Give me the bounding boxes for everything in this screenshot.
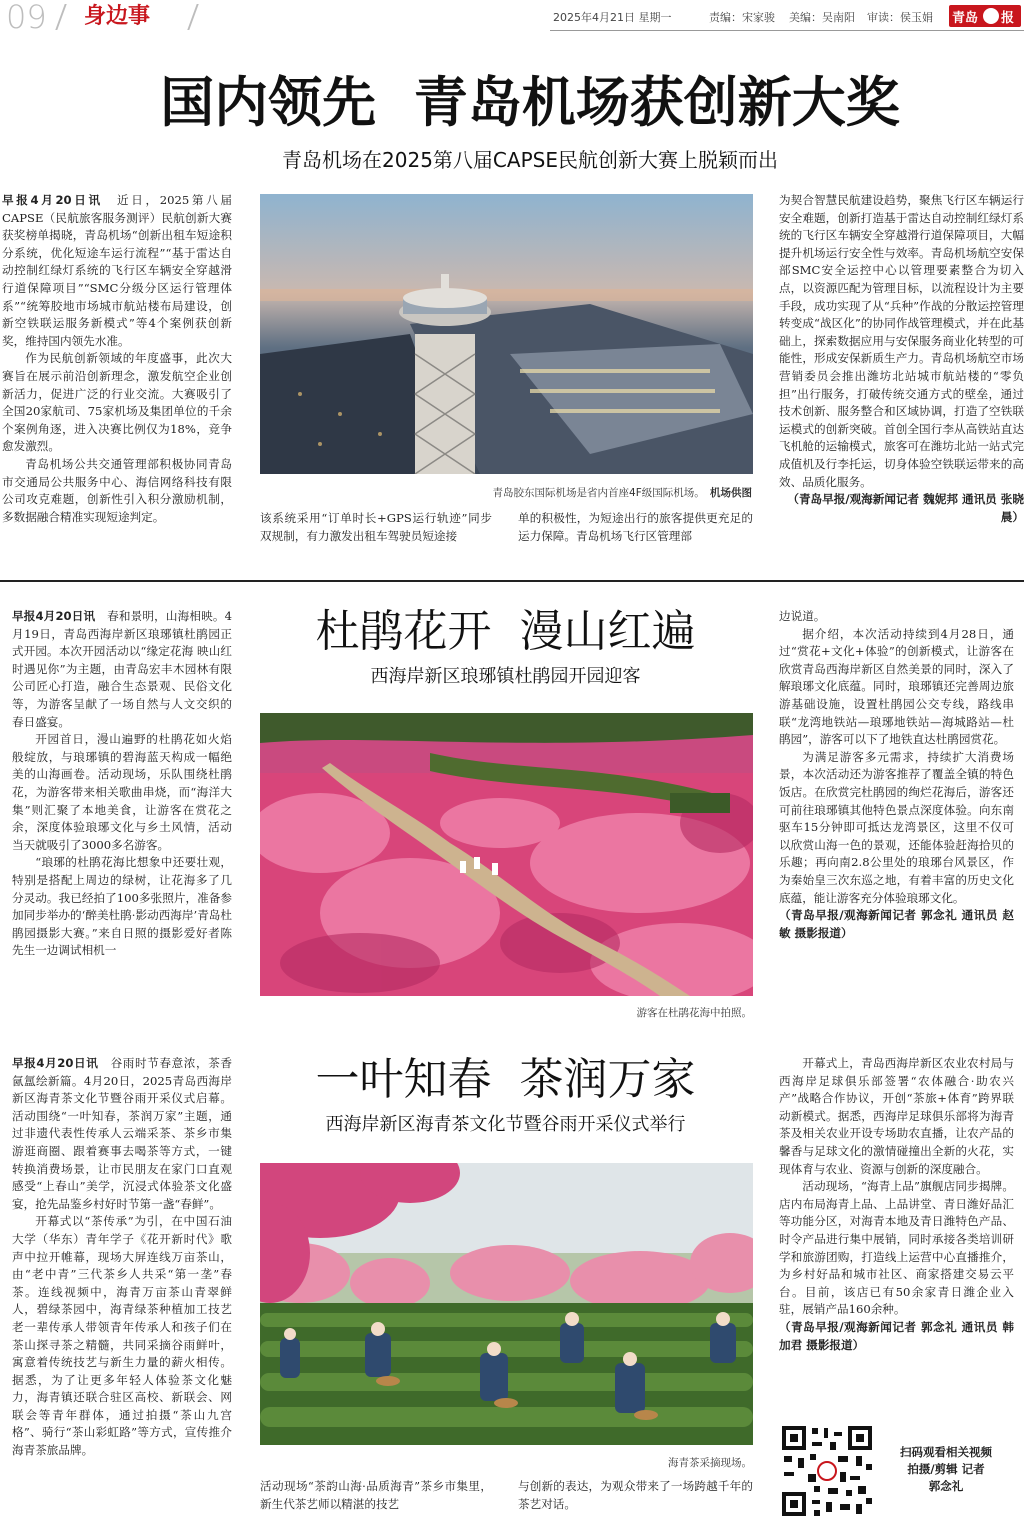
- article2-paragraph: 春和景明，山海相映。4月19日，青岛西海岸新区琅琊镇杜鹃园正式开园。本次开园活动以“缘定花海 映山红时遇见你”为主题，由青岛宏丰木园林有限公司匠心打造，融合生态景观、民俗文化等，为游客呈献了一场自然与人文交织的春日盛宴。: [12, 609, 232, 729]
- logo-text-left: 青岛: [952, 11, 979, 26]
- masthead-rule: [550, 30, 1024, 31]
- newspaper-logo: [949, 5, 1021, 27]
- article3-bottom-col2: 与创新的表达，为观众带来了一场跨越千年的茶艺对话。: [518, 1479, 753, 1511]
- article3-title: 一叶知春 茶润万家: [315, 1054, 696, 1105]
- article1-right-text: 为契合智慧民航建设趋势，聚焦飞行区车辆运行安全难题，创新打造基于雷达自动控制红绿灯系统的飞行区车辆安全穿越滑行道保障项目，大幅提升机场运行安全性与效率。青岛机场航空安保部SMC安全运控中心以管理要素整合为切入点，以资源匹配为管理目标，以流程设计为主要手段，成功实现了从“兵种”作战的分散运控管理转变成“战区化”的协同作战管理模式，并在此基础上，探索数据应用与安保服务商业化转型的可能性，形成安保新质生产力。青岛机场航空市场营销委员会推出潍坊北站城市航站楼的“零负担”出行服务，打破传统交通方式的壁垒，通过技术创新、服务整合和区域协调，打造了空铁联运模式的创新突破。首创全国行李从高铁站直达飞机舱的运输模式，旅客可在潍坊北站一站式完成值机及行李托运，切身体验空铁联运带来的高效、品质化服务。: [779, 193, 1024, 489]
- designer-credit: 美编：吴南阳: [789, 11, 855, 24]
- article3-paragraph: 开幕式以“茶传承”为引，在中国石油大学（华东）青年学子《花开新时代》歌声中拉开帷幕，现场大屏连线万亩茶山，由“老中青”三代茶乡人共采“第一垄”春茶。连线视频中，海青万亩茶山青翠鲜人，碧绿茶园中，海青绿茶种植加工技艺老一辈传承人带领青年传承人和孩子们在茶山探寻茶之精髓，共同采摘谷雨鲜叶，寓意着传统技艺与新生力量的薪火相传。据悉，为了让更多年轻人体验茶文化魅力，海青镇还联合驻区高校、新联会、网联会等青年群体，通过拍摄“茶山九宫格”、骑行“茶山彩虹路”等方式，宣传推介海青茶旅品牌。: [12, 1214, 232, 1458]
- article1-subtitle: 青岛机场在2025第八届CAPSE民航创新大赛上脱颖而出: [282, 148, 778, 172]
- slash-divider: [55, 4, 66, 30]
- article3-left-column: [12, 1055, 232, 1517]
- article1-caption: [360, 485, 752, 500]
- article1-bottom-col1: 该系统采用“订单时长+GPS运行轨迹”同步双规制，有力激发出租车驾驶员短途接: [260, 511, 492, 543]
- qr-caption: [876, 1444, 1016, 1495]
- article1-right-column: [779, 192, 1024, 546]
- logo-circle-icon: [983, 8, 999, 24]
- article2-paragraph: 为满足游客多元需求，持续扩大消费场景，本次活动还为游客推荐了覆盖全镇的特色饭店。在欣赏完杜鹃园的绚烂花海后，游客还可前往琅琊镇其他特色景点深度体验。向东南驱车15分钟即可抵达龙湾景区，这里不仅可以欣赏山海一色的景观，还能体验赶海拾贝的乐趣；再向南2.8公里处的琅琊台风景区，作为秦始皇三次东巡之地，有着丰富的历史文化底蕴，能让游客充分体验琅琊文化。: [779, 749, 1014, 905]
- issue-date: 2025年4月21日 星期一: [553, 11, 672, 24]
- article1-paragraph: 作为民航创新领域的年度盛事，此次大赛旨在展示前沿创新理念，激发航空企业创新活力，促进广泛的行业交流。大赛吸引了全国20家航司、75家机场及集团单位的千余个案例角逐，进入决赛比例仅为18%，竞争愈发激烈。: [2, 351, 232, 454]
- article1-caption-text: 青岛胶东国际机场是省内首座4F级国际机场。: [492, 487, 700, 499]
- article1-bottom-col2: 单的积极性，为短途出行的旅客提供更充足的运力保障。青岛机场飞行区管理部: [518, 511, 753, 543]
- logo-text-right: 报: [1001, 11, 1015, 26]
- article1-title: 国内领先 青岛机场获创新大奖: [160, 71, 900, 134]
- qr-caption-line: 拍摄/剪辑 记者: [907, 1462, 985, 1476]
- article3-signature: （青岛早报/观海新闻记者 郭念礼 通讯员 韩加君 摄影报道）: [779, 1319, 1014, 1352]
- article3-lead: 早报4月20日讯: [12, 1056, 99, 1070]
- article2-title: 杜鹃花开 漫山红遍: [315, 606, 696, 657]
- article2-paragraph: “琅琊的杜鹃花海比想象中还要壮观，特别是搭配上周边的绿树，让花海多了几分灵动。我已经拍了100多张照片，准备参加同步举办的‘醉美杜鹃·影动西海岸’青岛杜鹃园摄影大赛。”来自日照的摄影爱好者陈先生一边调试相机一: [12, 855, 232, 958]
- article1-paragraph: 近日，2025第八届CAPSE（民航旅客服务测评）民航创新大赛获奖榜单揭晓，青岛机场“创新出租车短途积分系统，优化短途车运行流程”“基于雷达自动控制红绿灯系统的飞行区车辆安全穿越滑行道保障项目”“SMC分级分区运行管理体系”“统筹胶地市场城市航站楼布局建设，创新空铁联运服务新模式”等4个案例获创新奖，维持国内领先水准。: [2, 193, 232, 348]
- article3-bottom-col1: 活动现场“茶韵山海·品质海青”茶乡市集里，新生代茶艺师以精湛的技艺: [260, 1479, 492, 1511]
- azalea-photo: [260, 713, 753, 996]
- page-number: 09: [6, 0, 47, 36]
- article2-lead: 早报4月20日讯: [12, 609, 96, 623]
- article2-caption: 游客在杜鹃花海中拍照。: [636, 1007, 752, 1019]
- article1-paragraph: 青岛机场公共交通管理部积极协同青岛市交通局公共服务中心、海信网络科技有限公司攻克难题，创新性引入积分激励机制，多数据融合精准实现短途判定。: [2, 456, 232, 524]
- slash-divider: [187, 4, 198, 30]
- article3-paragraph: 谷雨时节春意浓，茶香氤氲绘新篇。4月20日，2025青岛西海岸新区海青茶文化节暨谷雨开采仪式启幕。活动围绕“一叶知春，茶润万家”主题，通过非遗代表性传承人云端采茶、茶乡市集游逛商圈、跟着赛事去喝茶等方式，一键转换消费场景，让市民朋友在家门口直观感受“上春山”美学，沉浸式体验茶文化盛宴，抢先品鉴乡村好时节第一盏“春鲜”。: [12, 1056, 232, 1211]
- section-name: 身边事: [84, 4, 151, 29]
- article3-right-column: [779, 1055, 1014, 1415]
- article2-paragraph: 边说道。: [779, 609, 826, 623]
- reviewer-credit: 审读：侯玉娟: [867, 11, 933, 24]
- section-divider: [0, 580, 1024, 582]
- article3-caption: 海青茶采摘现场。: [668, 1457, 752, 1469]
- article2-paragraph: 据介绍，本次活动持续到4月28日，通过“赏花+文化+体验”的创新模式，让游客在欣赏青岛西海岸新区自然美景的同时，深入了解琅琊文化底蕴。同时，琅琊镇还完善周边旅游基础设施，设置杜鹃园公交专线，路线串联“龙湾地铁站—琅琊地铁站—海城路站—杜鹃园”，游客可以下了地铁直达杜鹃园赏花。: [779, 626, 1014, 747]
- article2-paragraph: 开园首日，漫山遍野的杜鹃花如火焰般绽放，与琅琊镇的碧海蓝天构成一幅绝美的山海画卷。活动现场，乐队围绕杜鹃花，为游客带来相关歌曲串烧，而“海洋大集”则汇聚了本地美食，让游客在赏花之余，深度体验琅琊文化与乡土风情，活动当天就吸引了3000多名游客。: [12, 732, 232, 852]
- masthead: [0, 0, 1024, 34]
- article2-signature: （青岛早报/观海新闻记者 郭念礼 通讯员 赵敏 摄影报道）: [779, 908, 1014, 940]
- qr-caption-line: 扫码观看相关视频: [900, 1445, 992, 1459]
- editor-credit: 责编：宋家骏: [709, 11, 775, 24]
- tea-picking-photo: [260, 1163, 753, 1445]
- airport-photo: [260, 194, 753, 474]
- article3-paragraph: 开幕式上，青岛西海岸新区农业农村局与西海岸足球俱乐部签署“农体融合·助农兴产”战略合作协议，开创“茶旅+体育”跨界联动新模式。据悉，西海岸足球俱乐部将为海青茶及相关农业开设专场助农直播，让农产品的馨香与足球文化的激情碰撞出全新的火花，实现体育与农业、资源与创新的深度融合。: [779, 1056, 1014, 1176]
- article1-photo-credit: 机场供图: [710, 487, 752, 499]
- qr-code[interactable]: [780, 1424, 874, 1518]
- article3-subtitle: 西海岸新区海青茶文化节暨谷雨开采仪式举行: [325, 1114, 686, 1135]
- article1-left-column: [2, 192, 232, 546]
- article1-lead: 早报4月20日讯: [2, 193, 103, 207]
- article3-paragraph: 活动现场，“海青上品”旗舰店同步揭牌。店内布局海青上品、上品讲堂、青日潍好品汇等功能分区，对海青本地及青日潍特色产品、时令产品进行集中展销，同时承接各类培训研学和旅游团购，打造线上运营中心直播推介，为乡村好品和城市社区、商家搭建交易云平台。目前，该店已有50余家青日潍企业入驻，展销产品160余种。: [779, 1179, 1014, 1317]
- article2-left-column: [12, 608, 232, 1014]
- article1-signature: （青岛早报/观海新闻记者 魏妮邦 通讯员 张晓晨）: [787, 492, 1024, 524]
- article2-right-column: [779, 608, 1014, 1014]
- article2-subtitle: 西海岸新区琅琊镇杜鹃园开园迎客: [370, 666, 641, 687]
- qr-caption-line: 郭念礼: [928, 1479, 964, 1493]
